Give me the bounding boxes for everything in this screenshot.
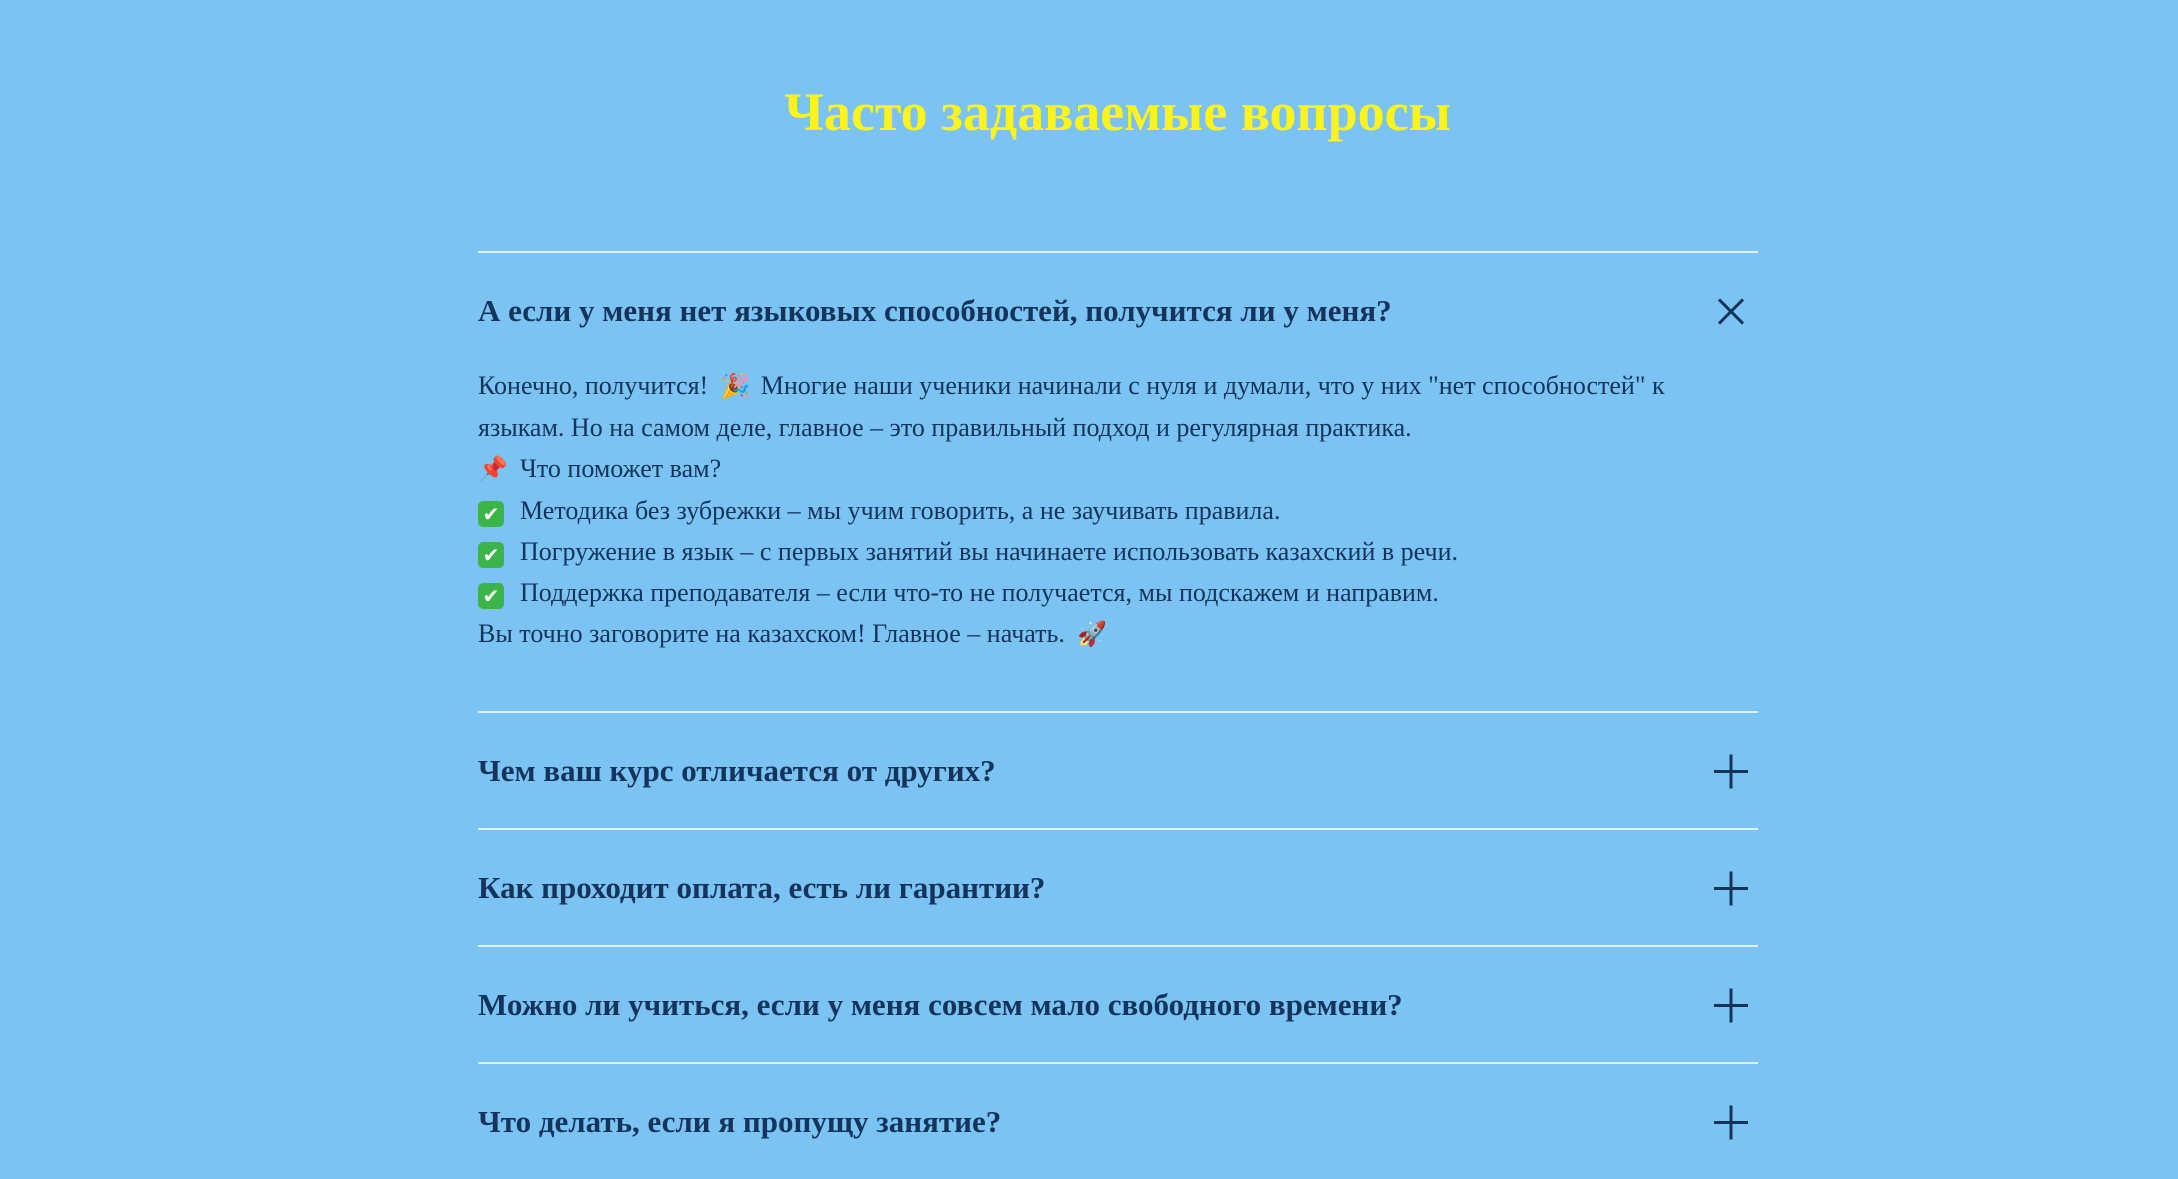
help-title-text: Что поможет вам? bbox=[520, 454, 722, 483]
faq-item bbox=[478, 1062, 1758, 1179]
faq-question-toggle[interactable] bbox=[478, 713, 1758, 828]
faq-item bbox=[478, 828, 1758, 945]
answer-intro-end: Многие наши ученики начинали с нуля и думали, что у них "нет способностей" к языкам. Но на самом деле, главное – это правильный подход и регулярная практика. bbox=[478, 371, 1665, 442]
answer-point-text: Поддержка преподавателя – если что-то не получается, мы подскажем и направим. bbox=[520, 578, 1439, 607]
faq-accordion bbox=[478, 251, 1758, 1179]
faq-question[interactable]: Что делать, если я пропущу занятие? bbox=[478, 1103, 1002, 1139]
faq-item bbox=[478, 711, 1758, 828]
faq-question[interactable]: А если у меня нет языковых способностей, получится ли у меня? bbox=[478, 292, 1392, 328]
faq-question[interactable]: Чем ваш курс отличается от других? bbox=[478, 752, 996, 788]
answer-outro-text: Вы точно заговорите на казахском! Главное – начать. bbox=[478, 619, 1065, 648]
plus-icon[interactable] bbox=[1714, 871, 1748, 905]
checkmark-icon: ✔ bbox=[478, 542, 504, 568]
answer-point-text: Методика без зубрежки – мы учим говорить, а не заучивать правила. bbox=[520, 496, 1281, 525]
faq-item bbox=[478, 945, 1758, 1062]
answer-point bbox=[478, 531, 1718, 572]
answer-intro bbox=[478, 365, 1718, 448]
faq-answer bbox=[478, 365, 1758, 711]
pin-icon: 📌 bbox=[478, 455, 508, 483]
checkmark-icon: ✔ bbox=[478, 583, 504, 609]
page-title: Часто задаваемые вопросы bbox=[784, 82, 1451, 142]
plus-icon[interactable] bbox=[1714, 754, 1748, 788]
answer-help-title bbox=[478, 448, 1718, 490]
answer-outro bbox=[478, 613, 1718, 655]
faq-question[interactable]: Можно ли учиться, если у меня совсем мало свободного времени? bbox=[478, 986, 1403, 1022]
rocket-icon: 🚀 bbox=[1077, 620, 1108, 648]
answer-point-text: Погружение в язык – с первых занятий вы начинаете использовать казахский в речи. bbox=[520, 537, 1459, 566]
checkmark-icon: ✔ bbox=[478, 501, 504, 527]
answer-intro-start: Конечно, получится! bbox=[478, 371, 709, 400]
plus-icon[interactable] bbox=[1714, 1105, 1748, 1139]
close-icon[interactable] bbox=[1714, 294, 1748, 328]
answer-point bbox=[478, 490, 1718, 531]
faq-question-toggle[interactable] bbox=[478, 947, 1758, 1062]
faq-item bbox=[478, 251, 1758, 711]
plus-icon[interactable] bbox=[1714, 988, 1748, 1022]
faq-question-toggle[interactable] bbox=[478, 253, 1758, 368]
faq-question-toggle[interactable] bbox=[478, 830, 1758, 945]
party-icon: 🎉 bbox=[720, 372, 751, 400]
answer-point bbox=[478, 572, 1718, 613]
faq-question[interactable]: Как проходит оплата, есть ли гарантии? bbox=[478, 869, 1046, 905]
faq-question-toggle[interactable] bbox=[478, 1064, 1758, 1179]
